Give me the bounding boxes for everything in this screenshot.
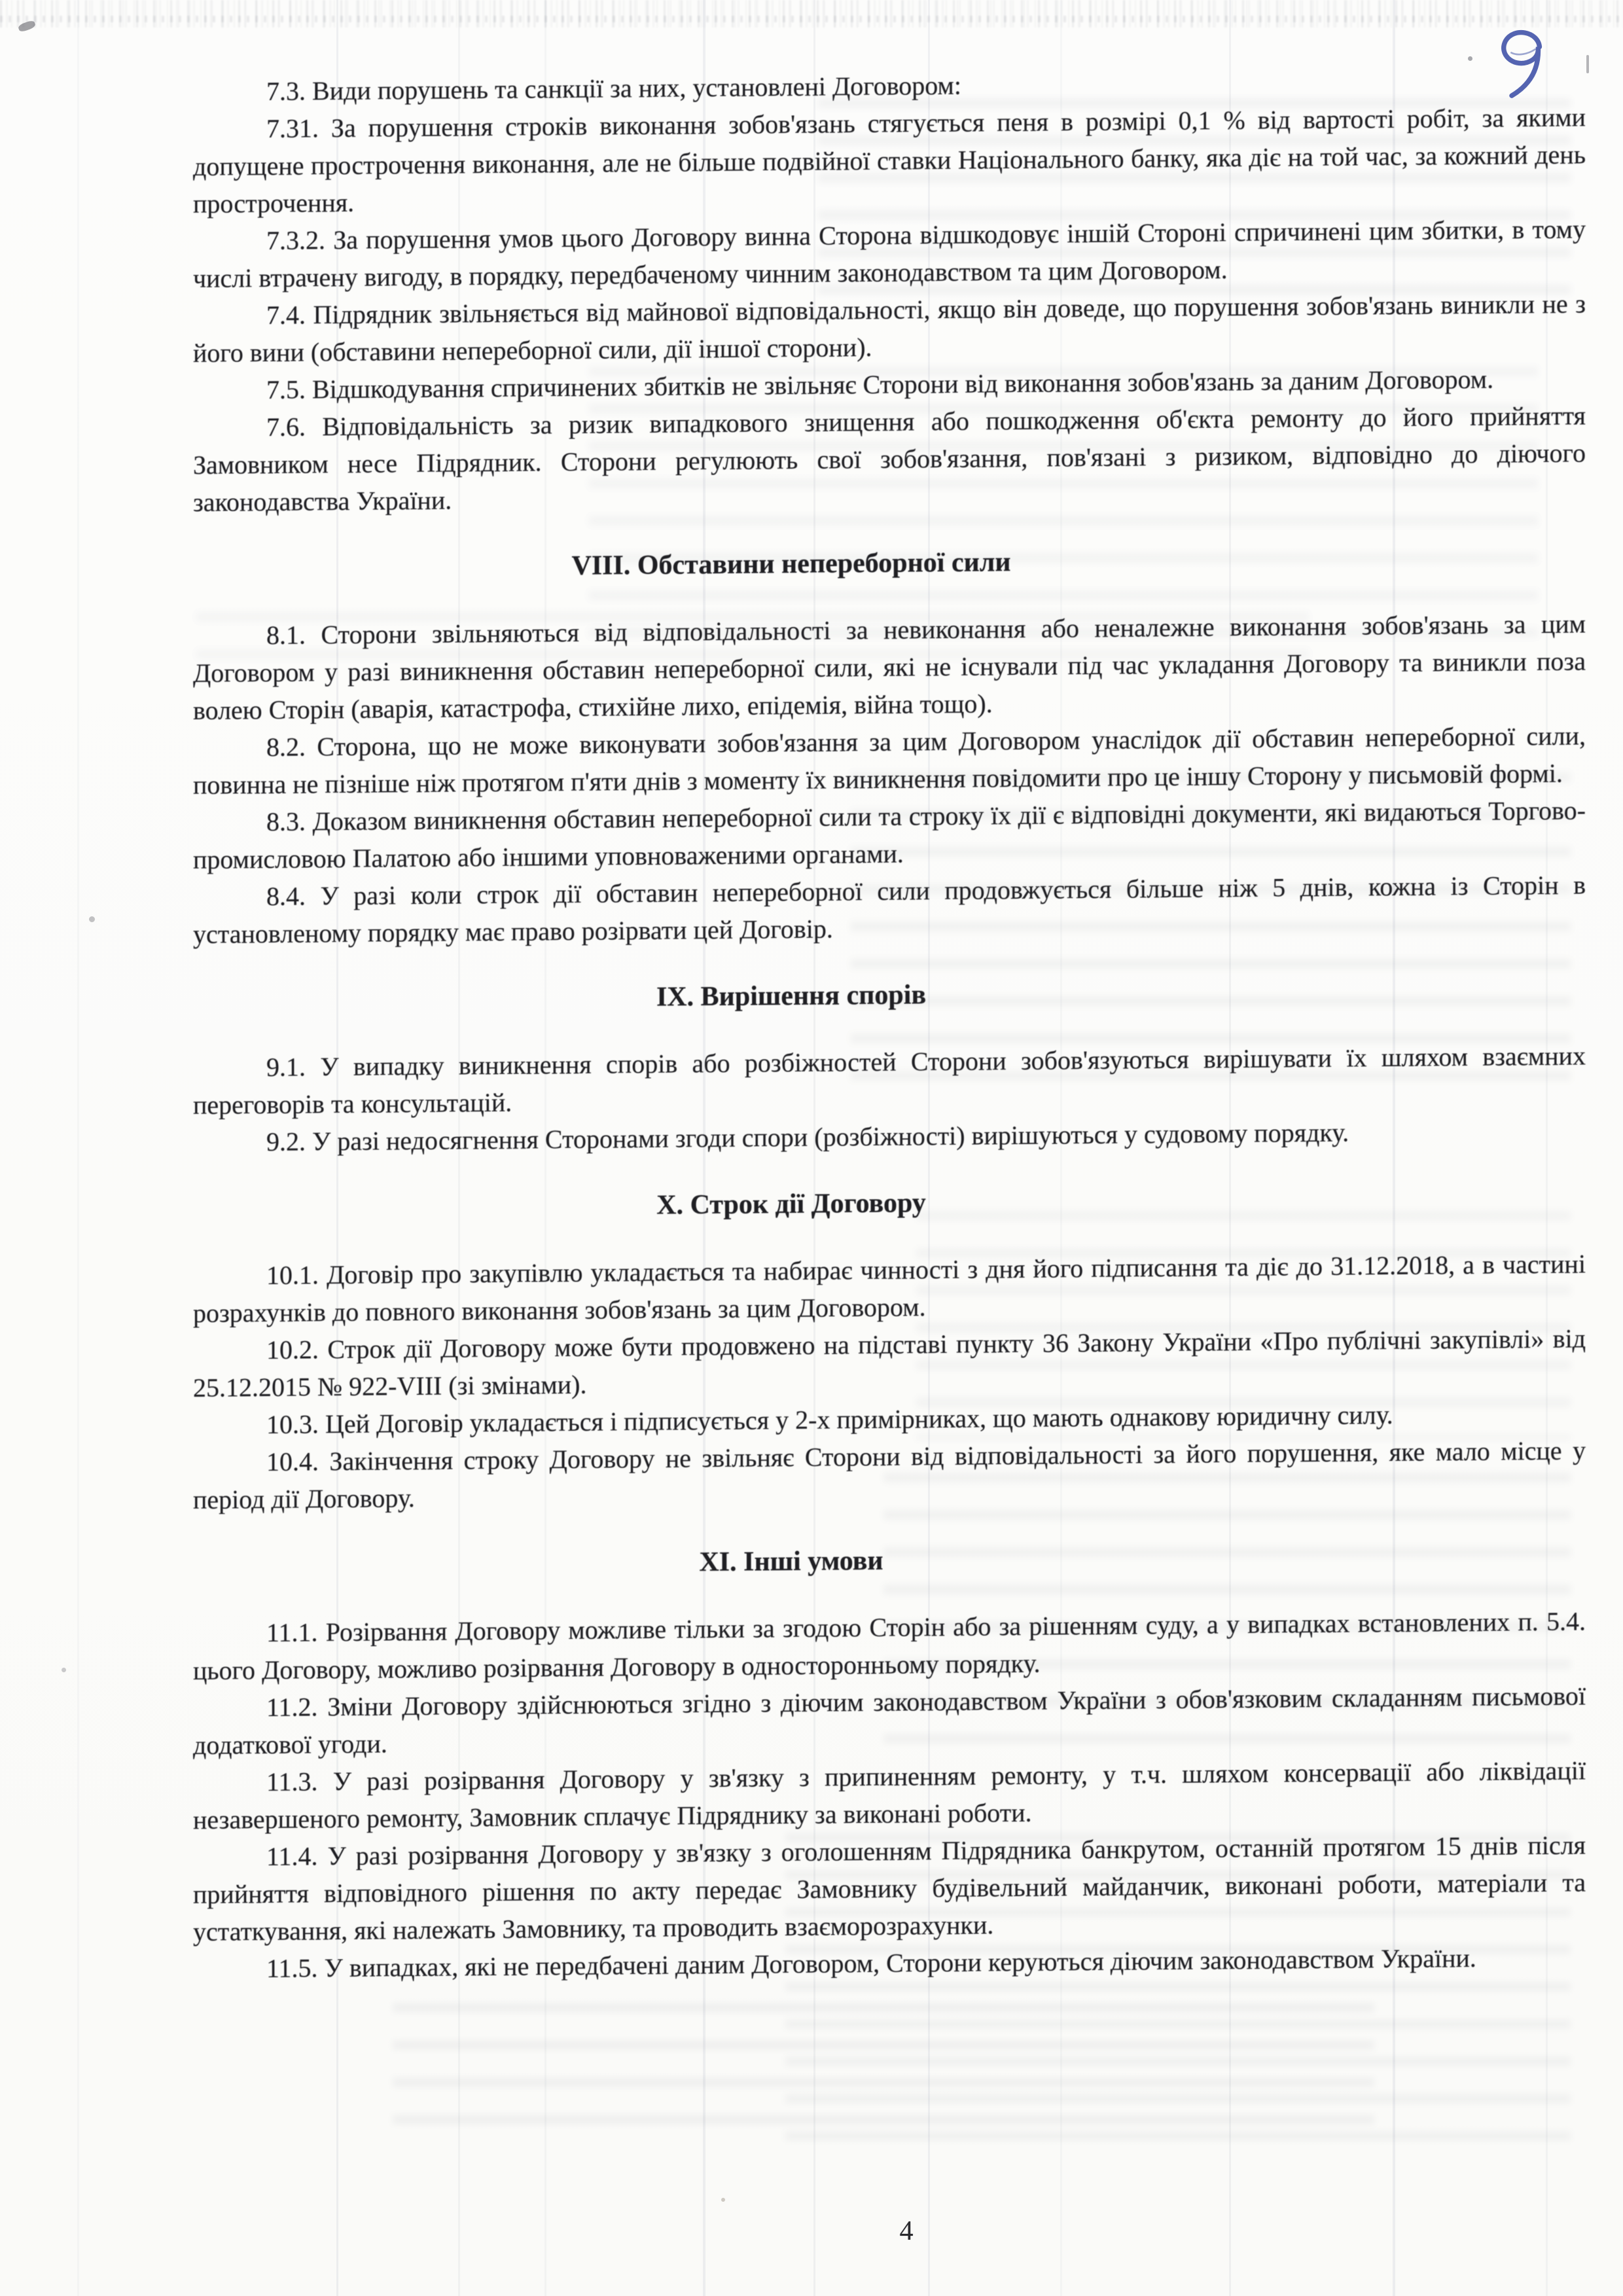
scanner-streak <box>77 0 79 2296</box>
clause-8-1: 8.1. Сторони звільняються від відповідальності за невиконання або неналежне виконання зобов'язань за цим Договором у разі виникнення обставин непереборної сили, які не існували під час укладання Договору та виникли поза волею Сторін (аварія, катастрофа, стихійне лихо, епідемія, війна тощо). <box>193 609 1586 725</box>
clause-8-3: 8.3. Доказом виникнення обставин непереборної сили та строку їх дії є відповідні документи, які видаються Торгово-промисловою Палатою або іншими уповноваженими органами. <box>193 795 1586 874</box>
section-heading-xi: XI. Інші умови <box>699 1545 883 1578</box>
clause-7-4: 7.4. Підрядник звільняється від майнової відповідальності, якщо він доведе, що порушення зобов'язань виникли не з його вини (обставини непереборної сили, дії іншої сторони). <box>193 289 1586 368</box>
clause-8-4: 8.4. У разі коли строк дії обставин непереборної сили продовжується більше ніж 5 днів, кожна із Сторін в установленому порядку має право розірвати цей Договір. <box>193 870 1586 949</box>
clause-10-4: 10.4. Закінчення строку Договору не звільняє Сторони від відповідальності за його порушення, яке мало місце у період дії Договору. <box>193 1435 1586 1515</box>
clause-11-2: 11.2. Зміни Договору здійснюються згідно з діючим законодавством України з обов'язковим складанням письмової додаткової угоди. <box>193 1681 1586 1760</box>
clause-10-1: 10.1. Договір про закупівлю укладається та набирає чинності з дня його підписання та діє до 31.12.2018, а в частині розрахунків до повного виконання зобов'язань за цим Договором. <box>193 1249 1586 1328</box>
photocopy-speck <box>62 1668 66 1672</box>
clause-9-1: 9.1. У випадку виникнення спорів або розбіжностей Сторони зобов'язуються вирішувати їх шляхом взаємних переговорів та консультацій. <box>193 1041 1586 1120</box>
bleedthrough-artifact <box>393 2003 1374 2134</box>
clause-7-6: 7.6. Відповідальність за ризик випадкового знищення або пошкодження об'єкта ремонту до його прийняття Замовником несе Підрядник. Сторони регулюють свої зобов'язання, пов'язані з ризиком, відповідно до діючого законодавства України. <box>193 401 1586 517</box>
clause-7-3: 7.3. Види порушень та санкції за них, установлені Договором: <box>266 70 961 107</box>
clause-7-5: 7.5. Відшкодування спричинених збитків не звільняє Сторони від виконання зобов'язань за даним Договором. <box>266 364 1494 405</box>
contract-page-content <box>193 61 1586 1988</box>
clause-7-3-2: 7.3.2. За порушення умов цього Договору винна Сторона відшкодовує іншій Стороні спричинені цим збитки, в тому числі втрачену вигоду, в порядку, передбаченому чинним законодавством та цим Договором. <box>193 214 1586 293</box>
clause-11-5: 11.5. У випадках, які не передбачені даним Договором, Сторони керуються діючим законодавством України. <box>266 1943 1476 1984</box>
photocopy-speck <box>1586 55 1589 73</box>
clause-11-1: 11.1. Розірвання Договору можливе тільки за згодою Сторін або за рішенням суду, а у випадках встановлених п. 5.4. цього Договору, можливо розірвання Договору в односторонньому порядку. <box>193 1606 1586 1685</box>
photocopy-speck <box>721 2198 725 2202</box>
section-heading-x: X. Строк дії Договору <box>656 1188 926 1221</box>
clause-7-31: 7.31. За порушення строків виконання зобов'язань стягується пеня в розмірі 0,1 % від вартості робіт, за якими допущене прострочення виконання, але не більше подвійної ставки Національного банку, яка діє на той час, за кожний день прострочення. <box>193 102 1586 219</box>
section-heading-ix: IX. Вирішення спорів <box>656 980 927 1013</box>
clause-10-2: 10.2. Строк дії Договору може бути продовжено на підставі пункту 36 Закону України «Про публічні закупівлі» від 25.12.2015 № 922-VIII (зі змінами). <box>193 1323 1586 1403</box>
page-number: 4 <box>899 2216 914 2246</box>
clause-11-3: 11.3. У разі розірвання Договору у зв'язку з припиненням ремонту, у т.ч. шляхом консервації або ліквідації незавершеного ремонту, Замовник сплачує Підряднику за виконані роботи. <box>193 1755 1586 1835</box>
photocopy-speck <box>89 916 95 922</box>
clause-11-4: 11.4. У разі розірвання Договору у зв'язку з оголошенням Підрядника банкрутом, останній протягом 15 днів після прийняття відповідного рішення по акту передає Замовнику будівельний майданчик, виконані роботи, матеріали та устаткування, які належать Замовнику, та проводить взаєморозрахунки. <box>193 1830 1586 1946</box>
scan-noise-top-line <box>0 16 1623 22</box>
photocopy-speck <box>1468 56 1472 61</box>
clause-9-2: 9.2. У разі недосягнення Сторонами згоди спори (розбіжності) вирішуються у судовому порядку. <box>266 1117 1349 1157</box>
section-heading-viii: VIII. Обставини непереборної сили <box>571 547 1011 581</box>
clause-10-3: 10.3. Цей Договір укладається і підписується у 2-х примірниках, що мають однакову юридичну силу. <box>266 1399 1393 1440</box>
clause-8-2: 8.2. Сторона, що не може виконувати зобов'язання за цим Договором унаслідок дії обставин непереборної сили, повинна не пізніше ніж протягом п'яти днів з моменту їх виникнення повідомити про це іншу Сторону у письмовій формі. <box>193 721 1586 800</box>
scan-noise-top-band <box>0 0 1623 27</box>
